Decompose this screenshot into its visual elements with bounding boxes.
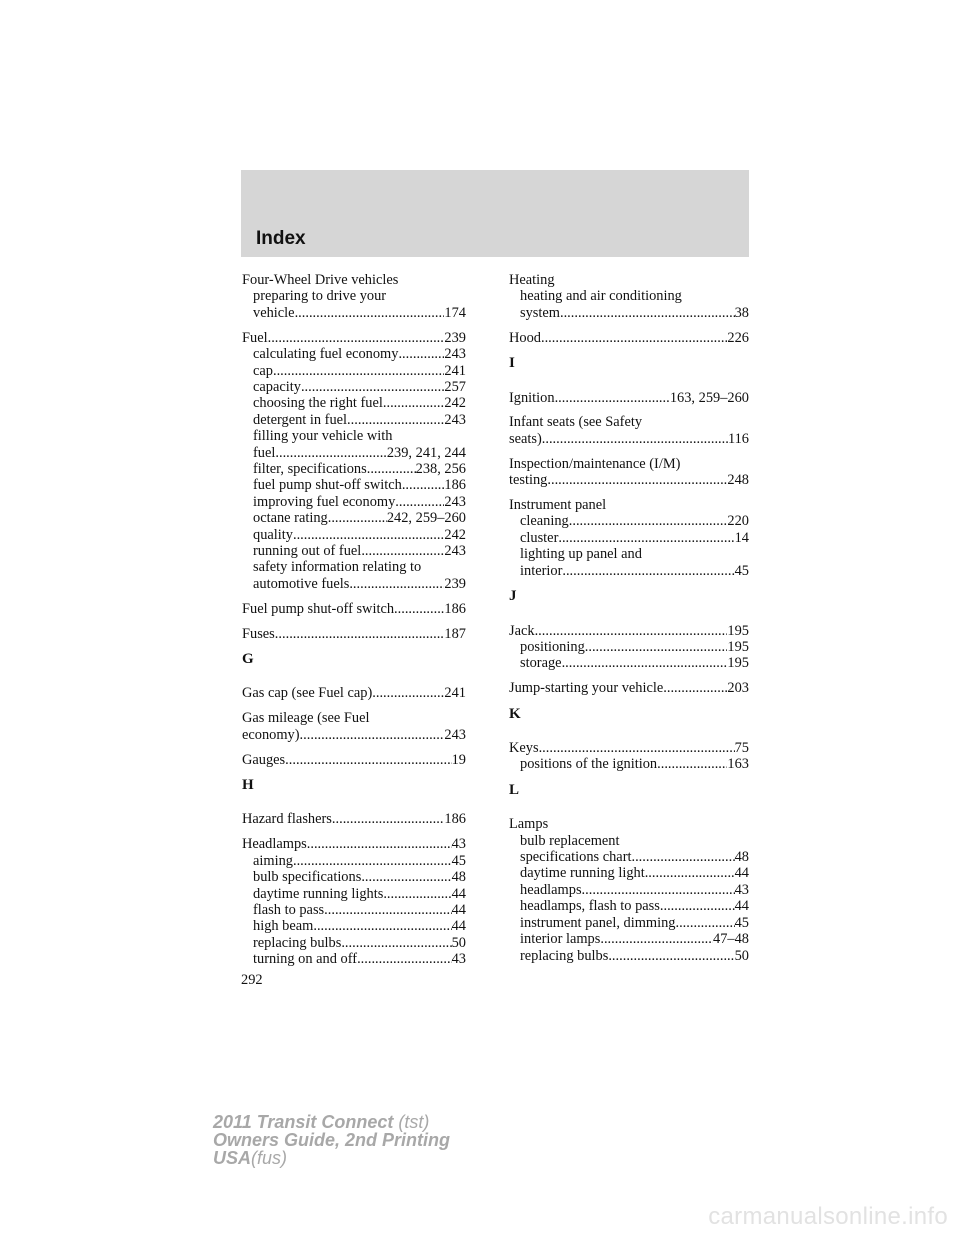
index-letter-heading: G bbox=[242, 651, 254, 668]
dot-leader bbox=[275, 626, 445, 642]
dot-leader bbox=[560, 305, 735, 321]
entry-text: fuel bbox=[253, 444, 276, 461]
entry-text: detergent in fuel bbox=[253, 411, 348, 428]
dot-leader bbox=[398, 346, 444, 362]
page-reference: 241 bbox=[444, 362, 466, 379]
page-reference: 43 bbox=[451, 836, 466, 853]
entry-text: lighting up panel and bbox=[520, 546, 642, 563]
dot-leader bbox=[361, 543, 444, 559]
dot-leader bbox=[663, 680, 727, 696]
entry-text: Hazard flashers bbox=[242, 811, 332, 828]
dot-leader bbox=[275, 445, 386, 461]
index-subentry bbox=[509, 849, 749, 865]
entry-text: interior bbox=[520, 562, 563, 579]
page-reference: 75 bbox=[734, 740, 749, 757]
entry-text: storage bbox=[520, 655, 562, 672]
index-letter-heading: I bbox=[509, 355, 515, 372]
page-reference: 50 bbox=[451, 934, 466, 951]
index-main-entry bbox=[509, 497, 749, 513]
footer-edition: Owners Guide, 2nd Printing bbox=[213, 1130, 451, 1150]
dot-leader bbox=[301, 379, 444, 395]
entry-text: heating and air conditioning bbox=[520, 288, 682, 305]
page-reference: 48 bbox=[734, 849, 749, 866]
entry-text: octane rating bbox=[253, 510, 328, 527]
page-number: 292 bbox=[241, 972, 263, 988]
index-column-right bbox=[509, 272, 749, 972]
page-reference: 242 bbox=[444, 526, 466, 543]
entry-text: Lamps bbox=[509, 816, 549, 833]
dot-leader bbox=[645, 865, 735, 881]
entry-text: calculating fuel economy bbox=[253, 346, 399, 363]
index-main-entry bbox=[509, 740, 749, 756]
page-reference: 195 bbox=[727, 655, 749, 672]
index-entry bbox=[509, 414, 749, 447]
dot-leader bbox=[394, 601, 444, 617]
index-subentry bbox=[509, 833, 749, 849]
index-entry bbox=[242, 836, 466, 967]
index-subentry bbox=[242, 935, 466, 951]
entry-text: aiming bbox=[253, 852, 293, 869]
entry-text: capacity bbox=[253, 378, 301, 395]
page-reference: 195 bbox=[727, 622, 749, 639]
page-reference: 220 bbox=[727, 513, 749, 530]
index-subentry bbox=[242, 363, 466, 379]
index-subentry bbox=[242, 510, 466, 526]
index-main-entry bbox=[509, 623, 749, 639]
page-reference: 226 bbox=[727, 329, 749, 346]
page-reference: 19 bbox=[451, 751, 466, 768]
entry-text: cluster bbox=[520, 529, 559, 546]
index-subentry bbox=[242, 288, 466, 304]
index-subentry bbox=[242, 494, 466, 510]
page-reference: 44 bbox=[451, 885, 466, 902]
entry-text: specifications chart bbox=[520, 849, 632, 866]
entry-text: cap bbox=[253, 362, 273, 379]
entry-text: Gauges bbox=[242, 751, 286, 768]
page-reference: 14 bbox=[734, 529, 749, 546]
index-subentry bbox=[242, 869, 466, 885]
entry-text: turning on and off bbox=[253, 951, 358, 968]
dot-leader bbox=[361, 869, 451, 885]
dot-leader bbox=[293, 853, 452, 869]
page-reference: 48 bbox=[451, 869, 466, 886]
page-reference: 186 bbox=[444, 600, 466, 617]
index-letter-heading: J bbox=[509, 588, 517, 605]
index-letter-heading: K bbox=[509, 705, 521, 722]
entry-text: filling your vehicle with bbox=[253, 428, 393, 445]
index-main-entry bbox=[242, 626, 466, 642]
dot-leader bbox=[585, 639, 728, 655]
index-main-entry bbox=[242, 752, 466, 768]
dot-leader bbox=[273, 363, 444, 379]
index-entry bbox=[509, 390, 749, 406]
index-main-entry bbox=[509, 390, 749, 406]
entry-text: testing bbox=[509, 472, 548, 489]
entry-text: Inspection/maintenance (I/M) bbox=[509, 455, 681, 472]
index-main-entry bbox=[509, 816, 749, 832]
index-header-bar bbox=[241, 170, 749, 257]
dot-leader bbox=[328, 510, 387, 526]
entry-text: Gas cap (see Fuel cap) bbox=[242, 685, 373, 702]
index-subentry bbox=[509, 305, 749, 321]
entry-text: quality bbox=[253, 526, 293, 543]
footer-model: 2011 Transit Connect bbox=[213, 1112, 394, 1132]
dot-leader bbox=[535, 623, 728, 639]
dot-leader bbox=[324, 902, 451, 918]
footer-market-code: (fus) bbox=[251, 1148, 288, 1168]
index-subentry bbox=[242, 902, 466, 918]
index-entry bbox=[242, 330, 466, 593]
footer-model-code: (tst) bbox=[398, 1112, 430, 1132]
watermark: carmanualsonline.info bbox=[708, 1203, 948, 1230]
entry-text: headlamps, flash to pass bbox=[520, 898, 660, 915]
entry-text: Headlamps bbox=[242, 836, 307, 853]
dot-leader bbox=[313, 918, 451, 934]
dot-leader bbox=[582, 882, 735, 898]
index-main-entry bbox=[509, 456, 749, 472]
index-main-entry bbox=[242, 836, 466, 852]
page-reference: 243 bbox=[444, 543, 466, 559]
page-reference: 43 bbox=[734, 881, 749, 898]
index-subentry bbox=[242, 559, 466, 575]
page-reference: 44 bbox=[451, 902, 466, 918]
page-reference: 248 bbox=[727, 472, 749, 489]
index-subentry bbox=[242, 853, 466, 869]
page-title: Index bbox=[256, 228, 306, 249]
index-subentry bbox=[509, 288, 749, 304]
index-entry bbox=[509, 680, 749, 696]
index-letter-heading: L bbox=[509, 781, 520, 798]
index-entry bbox=[509, 272, 749, 321]
index-main-entry bbox=[509, 431, 749, 447]
dot-leader bbox=[395, 494, 444, 510]
dot-leader bbox=[558, 530, 734, 546]
entry-text: replacing bulbs bbox=[520, 947, 609, 964]
entry-text: Four-Wheel Drive vehicles bbox=[242, 272, 399, 288]
page-reference: 238, 256 bbox=[415, 460, 466, 477]
index-subentry bbox=[242, 412, 466, 428]
index-subentry bbox=[509, 639, 749, 655]
index-subentry bbox=[509, 563, 749, 579]
entry-text: flash to pass bbox=[253, 902, 325, 918]
entry-text: positions of the ignition bbox=[520, 756, 658, 773]
page-reference: 242, 259–260 bbox=[386, 510, 466, 527]
entry-text: fuel pump shut-off switch bbox=[253, 477, 402, 494]
entry-text: high beam bbox=[253, 918, 314, 935]
entry-text: positioning bbox=[520, 638, 585, 655]
dot-leader bbox=[402, 477, 445, 493]
dot-leader bbox=[562, 655, 728, 671]
index-entry bbox=[242, 601, 466, 617]
entry-text: preparing to drive your bbox=[253, 288, 387, 305]
index-entry bbox=[509, 816, 749, 964]
page-reference: 116 bbox=[727, 430, 749, 447]
entry-text: Heating bbox=[509, 272, 555, 288]
page-reference: 43 bbox=[451, 951, 466, 968]
entry-text: Jack bbox=[509, 622, 535, 639]
index-subentry bbox=[242, 951, 466, 967]
dot-leader bbox=[285, 752, 451, 768]
index-subentry bbox=[242, 395, 466, 411]
entry-text: bulb replacement bbox=[520, 832, 620, 849]
entry-text: system bbox=[520, 304, 560, 321]
dot-leader bbox=[293, 527, 444, 543]
page-reference: 203 bbox=[727, 680, 749, 697]
page-reference: 44 bbox=[451, 918, 466, 935]
page-reference: 187 bbox=[444, 625, 466, 642]
entry-text: Ignition bbox=[509, 389, 555, 406]
index-entry bbox=[509, 740, 749, 773]
dot-leader bbox=[357, 951, 452, 967]
index-entry bbox=[509, 497, 749, 579]
index-subentry bbox=[509, 898, 749, 914]
page-reference: 242 bbox=[444, 395, 466, 412]
index-entry bbox=[509, 456, 749, 489]
page-reference: 163 bbox=[727, 756, 749, 773]
entry-text: economy) bbox=[242, 726, 300, 743]
entry-text: headlamps bbox=[520, 881, 582, 898]
entry-text: bulb specifications bbox=[253, 869, 362, 886]
document-footer bbox=[213, 1113, 450, 1167]
index-subentry bbox=[242, 543, 466, 559]
dot-leader bbox=[367, 461, 416, 477]
index-entry bbox=[509, 330, 749, 346]
dot-leader bbox=[539, 740, 735, 756]
dot-leader bbox=[547, 472, 727, 488]
page-reference: 243 bbox=[444, 346, 466, 363]
index-main-entry bbox=[242, 601, 466, 617]
page-reference: 243 bbox=[444, 726, 466, 743]
index-subentry bbox=[242, 428, 466, 444]
entry-text: Infant seats (see Safety bbox=[509, 414, 643, 431]
entry-text: daytime running lights bbox=[253, 885, 384, 902]
dot-leader bbox=[660, 898, 735, 914]
index-subentry bbox=[509, 655, 749, 671]
index-subentry bbox=[242, 305, 466, 321]
dot-leader bbox=[268, 330, 445, 346]
entry-text: Gas mileage (see Fuel bbox=[242, 710, 370, 727]
page-reference: 257 bbox=[444, 378, 466, 395]
entry-text: Fuel pump shut-off switch bbox=[242, 600, 395, 617]
dot-leader bbox=[347, 412, 444, 428]
entry-text: vehicle bbox=[253, 304, 295, 321]
dot-leader bbox=[631, 849, 734, 865]
page-reference: 38 bbox=[734, 304, 749, 321]
dot-leader bbox=[332, 811, 445, 827]
entry-text: automotive fuels bbox=[253, 575, 350, 592]
index-subentry bbox=[509, 882, 749, 898]
page-reference: 50 bbox=[734, 947, 749, 964]
dot-leader bbox=[657, 756, 727, 772]
index-subentry bbox=[509, 915, 749, 931]
index-entry bbox=[242, 752, 466, 768]
dot-leader bbox=[307, 836, 452, 852]
page-reference: 45 bbox=[734, 562, 749, 579]
entry-text: Fuel bbox=[242, 329, 268, 346]
entry-text: filter, specifications bbox=[253, 460, 367, 477]
entry-text: Keys bbox=[509, 740, 539, 757]
entry-text: instrument panel, dimming bbox=[520, 914, 676, 931]
index-subentry bbox=[509, 865, 749, 881]
index-letter-heading: H bbox=[242, 777, 254, 794]
entry-text: Fuses bbox=[242, 625, 275, 642]
index-subentry bbox=[242, 886, 466, 902]
index-main-entry bbox=[242, 272, 466, 288]
index-main-entry bbox=[242, 710, 466, 726]
index-main-entry bbox=[242, 727, 466, 743]
dot-leader bbox=[555, 390, 670, 406]
dot-leader bbox=[295, 305, 445, 321]
index-main-entry bbox=[242, 811, 466, 827]
entry-text: cleaning bbox=[520, 513, 569, 530]
page-reference: 45 bbox=[451, 852, 466, 869]
entry-text: choosing the right fuel bbox=[253, 395, 383, 412]
index-entry bbox=[242, 710, 466, 743]
index-subentry bbox=[242, 445, 466, 461]
dot-leader bbox=[562, 563, 734, 579]
page-reference: 44 bbox=[734, 865, 749, 882]
dot-leader bbox=[542, 431, 728, 447]
index-subentry bbox=[242, 379, 466, 395]
dot-leader bbox=[383, 395, 445, 411]
index-subentry bbox=[242, 477, 466, 493]
page-reference: 243 bbox=[444, 493, 466, 510]
footer-market: USA bbox=[213, 1148, 252, 1168]
dot-leader bbox=[300, 727, 445, 743]
entry-text: Instrument panel bbox=[509, 497, 607, 514]
index-subentry bbox=[242, 918, 466, 934]
index-subentry bbox=[509, 931, 749, 947]
index-main-entry bbox=[509, 272, 749, 288]
index-subentry bbox=[509, 530, 749, 546]
index-main-entry bbox=[509, 472, 749, 488]
page-reference: 45 bbox=[734, 914, 749, 931]
index-subentry bbox=[242, 527, 466, 543]
index-subentry bbox=[242, 461, 466, 477]
entry-text: interior lamps bbox=[520, 931, 601, 948]
entry-text: improving fuel economy bbox=[253, 493, 396, 510]
page-reference: 174 bbox=[444, 304, 466, 321]
page-reference: 195 bbox=[727, 638, 749, 655]
page-reference: 239 bbox=[444, 329, 466, 346]
dot-leader bbox=[675, 915, 734, 931]
index-entry bbox=[242, 811, 466, 827]
index-subentry bbox=[242, 346, 466, 362]
entry-text: daytime running light bbox=[520, 865, 645, 882]
dot-leader bbox=[541, 330, 727, 346]
page-reference: 186 bbox=[444, 811, 466, 828]
page-reference: 186 bbox=[444, 477, 466, 494]
index-main-entry bbox=[242, 330, 466, 346]
entry-text: Jump-starting your vehicle bbox=[509, 680, 664, 697]
index-main-entry bbox=[509, 414, 749, 430]
index-column-left bbox=[242, 272, 466, 976]
dot-leader bbox=[372, 685, 444, 701]
index-entry bbox=[509, 623, 749, 672]
index-subentry bbox=[242, 576, 466, 592]
index-main-entry bbox=[509, 680, 749, 696]
index-entry bbox=[242, 626, 466, 642]
page-reference: 243 bbox=[444, 411, 466, 428]
entry-text: Hood bbox=[509, 329, 541, 346]
page-reference: 163, 259–260 bbox=[669, 389, 749, 406]
dot-leader bbox=[600, 931, 713, 947]
index-subentry bbox=[509, 546, 749, 562]
index-main-entry bbox=[509, 330, 749, 346]
index-entry bbox=[242, 272, 466, 321]
index-subentry bbox=[509, 948, 749, 964]
index-subentry bbox=[509, 513, 749, 529]
entry-text: running out of fuel bbox=[253, 543, 362, 559]
page-reference: 239, 241, 244 bbox=[386, 444, 466, 461]
page-reference: 47–48 bbox=[713, 931, 749, 948]
page-reference: 44 bbox=[734, 898, 749, 915]
dot-leader bbox=[349, 576, 444, 592]
index-subentry bbox=[509, 756, 749, 772]
dot-leader bbox=[569, 513, 728, 529]
dot-leader bbox=[608, 948, 734, 964]
page-reference: 241 bbox=[444, 685, 466, 702]
entry-text: seats) bbox=[509, 430, 542, 447]
dot-leader bbox=[341, 935, 451, 951]
index-main-entry bbox=[242, 685, 466, 701]
index-entry bbox=[242, 685, 466, 701]
entry-text: replacing bulbs bbox=[253, 934, 342, 951]
page-reference: 239 bbox=[444, 575, 466, 592]
dot-leader bbox=[383, 886, 451, 902]
entry-text: safety information relating to bbox=[253, 559, 422, 576]
